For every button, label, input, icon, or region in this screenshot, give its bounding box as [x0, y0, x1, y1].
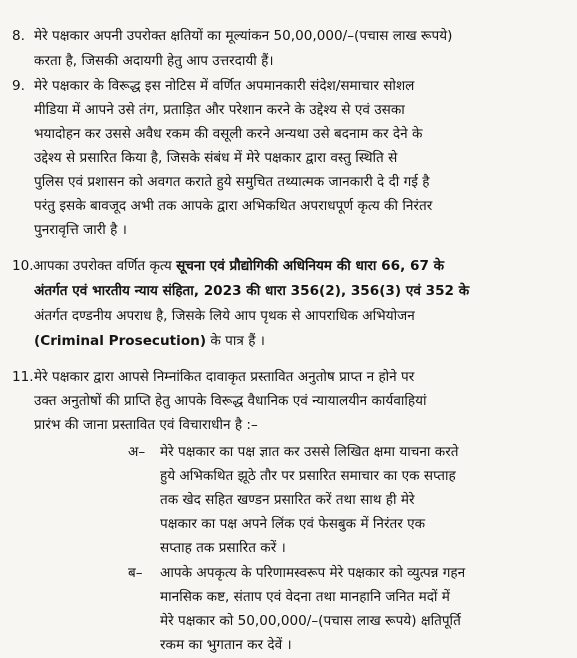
relief-text-line: पक्षकार का पक्ष अपने लिंक एवं फेसबुक में निरंतर एक: [160, 516, 426, 532]
relief-text-line: सप्ताह तक प्रसारित करें ।: [160, 540, 286, 556]
clause-number: 8.: [12, 28, 25, 44]
clause-text-line: [33, 255, 444, 279]
clause-text-line: मेरे पक्षकार अपनी उपरोक्त क्षतियों का मूल्यांकन 50,00,000/–(पचास लाख रूपये): [34, 28, 453, 44]
clause-text-line: अंतर्गत एवं भारतीय न्याय संहिता, 2023 की धारा 356(2), 356(3) एवं 352 के: [34, 283, 470, 299]
relief-text-line: तक खेद सहित खण्डन प्रसारित करें तथा साथ ही मेरे: [160, 492, 415, 508]
relief-text-line: रकम का भुगतान कर देवें ।: [160, 637, 292, 653]
clause-text-line: उक्त अनुतोषों की प्राप्ति हेतु आपके विरूद्ध वैधानिक एवं न्यायालयीन कार्यवाहियां: [34, 393, 427, 409]
clause-text-line: अंतर्गत दण्डनीय अपराध है, जिसके लिये आप पृथक से आपराधिक अभियोजन: [34, 308, 415, 324]
relief-text-line: हुये अभिकथित झूठे तौर पर प्रसारित समाचार का एक सप्ताह: [160, 468, 456, 484]
clause-text-line: भयादोहन कर उससे अवैध रकम की वसूली करने अन्यथा उसे बदनाम कर देने के: [34, 126, 423, 142]
clause-text-line: करता है, जिसकी अदायगी हेतु आप उत्तरदायी हैं।: [34, 53, 274, 69]
clause-text-line: पुनरावृत्ति जारी है ।: [34, 222, 127, 238]
relief-marker: ब–: [128, 565, 143, 581]
clause-text-line: मीडिया में आपने उसे तंग, प्रताड़ित और परेशान करने के उद्देश्य से एवं उसका: [34, 102, 405, 118]
relief-text-line: मेरे पक्षकार का पक्ष ज्ञात कर उससे लिखित क्षमा याचना करते: [160, 444, 459, 460]
relief-marker: अ–: [128, 444, 146, 460]
clause-number: 9.: [12, 78, 25, 94]
clause-text-line: उद्देश्य से प्रसारित किया है, जिसके संबंध में मेरे पक्षकार द्वारा वस्तु स्थिति से: [34, 150, 398, 166]
clause-text-line: पुलिस एवं प्रशासन को अवगत कराते हुये समुचित तथ्यात्मक जानकारी दे दी गई है: [34, 174, 430, 190]
relief-text-line: आपके अपकृत्य के परिणामस्वरूप मेरे पक्षकार को व्युत्पन्न गहन: [160, 565, 466, 581]
clause-number: 10.: [12, 258, 34, 274]
clause-text-line: मेरे पक्षकार के विरूद्ध इस नोटिस में वर्णित अपमानकारी संदेश/समाचार सोशल: [34, 78, 415, 94]
clause-text-line: परंतु इसके बावजूद अभी तक आपके द्वारा अभिकथित अपराधपूर्ण कृत्य की निरंतर: [34, 198, 433, 214]
clause-text-plain: के पात्र हैं ।: [206, 333, 265, 349]
clause-number: 11.: [12, 369, 34, 385]
criminal-prosecution-term: (Criminal Prosecution): [34, 333, 207, 349]
relief-text-line: मानसिक कष्ट, संताप एवं वेदना तथा मानहानि जनित मदों में: [160, 589, 450, 605]
relief-text-line: मेरे पक्षकार को 50,00,000/–(पचास लाख रूपये) क्षतिपूर्ति: [160, 613, 461, 629]
act-reference: सूचना एवं प्रौद्योगिकी अधिनियम की धारा 66, 67 के: [176, 258, 445, 274]
clause-text-line: प्रारंभ की जाना प्रस्तावित एवं विचाराधीन है :–: [34, 417, 258, 433]
clause-text-line: [34, 330, 265, 354]
clause-text-plain: आपका उपरोक्त वर्णित कृत्य: [33, 258, 177, 274]
clause-text-line: मेरे पक्षकार द्वारा आपसे निम्नांकित दावाकृत प्रस्तावित अनुतोष प्राप्त न होने पर: [34, 369, 415, 385]
